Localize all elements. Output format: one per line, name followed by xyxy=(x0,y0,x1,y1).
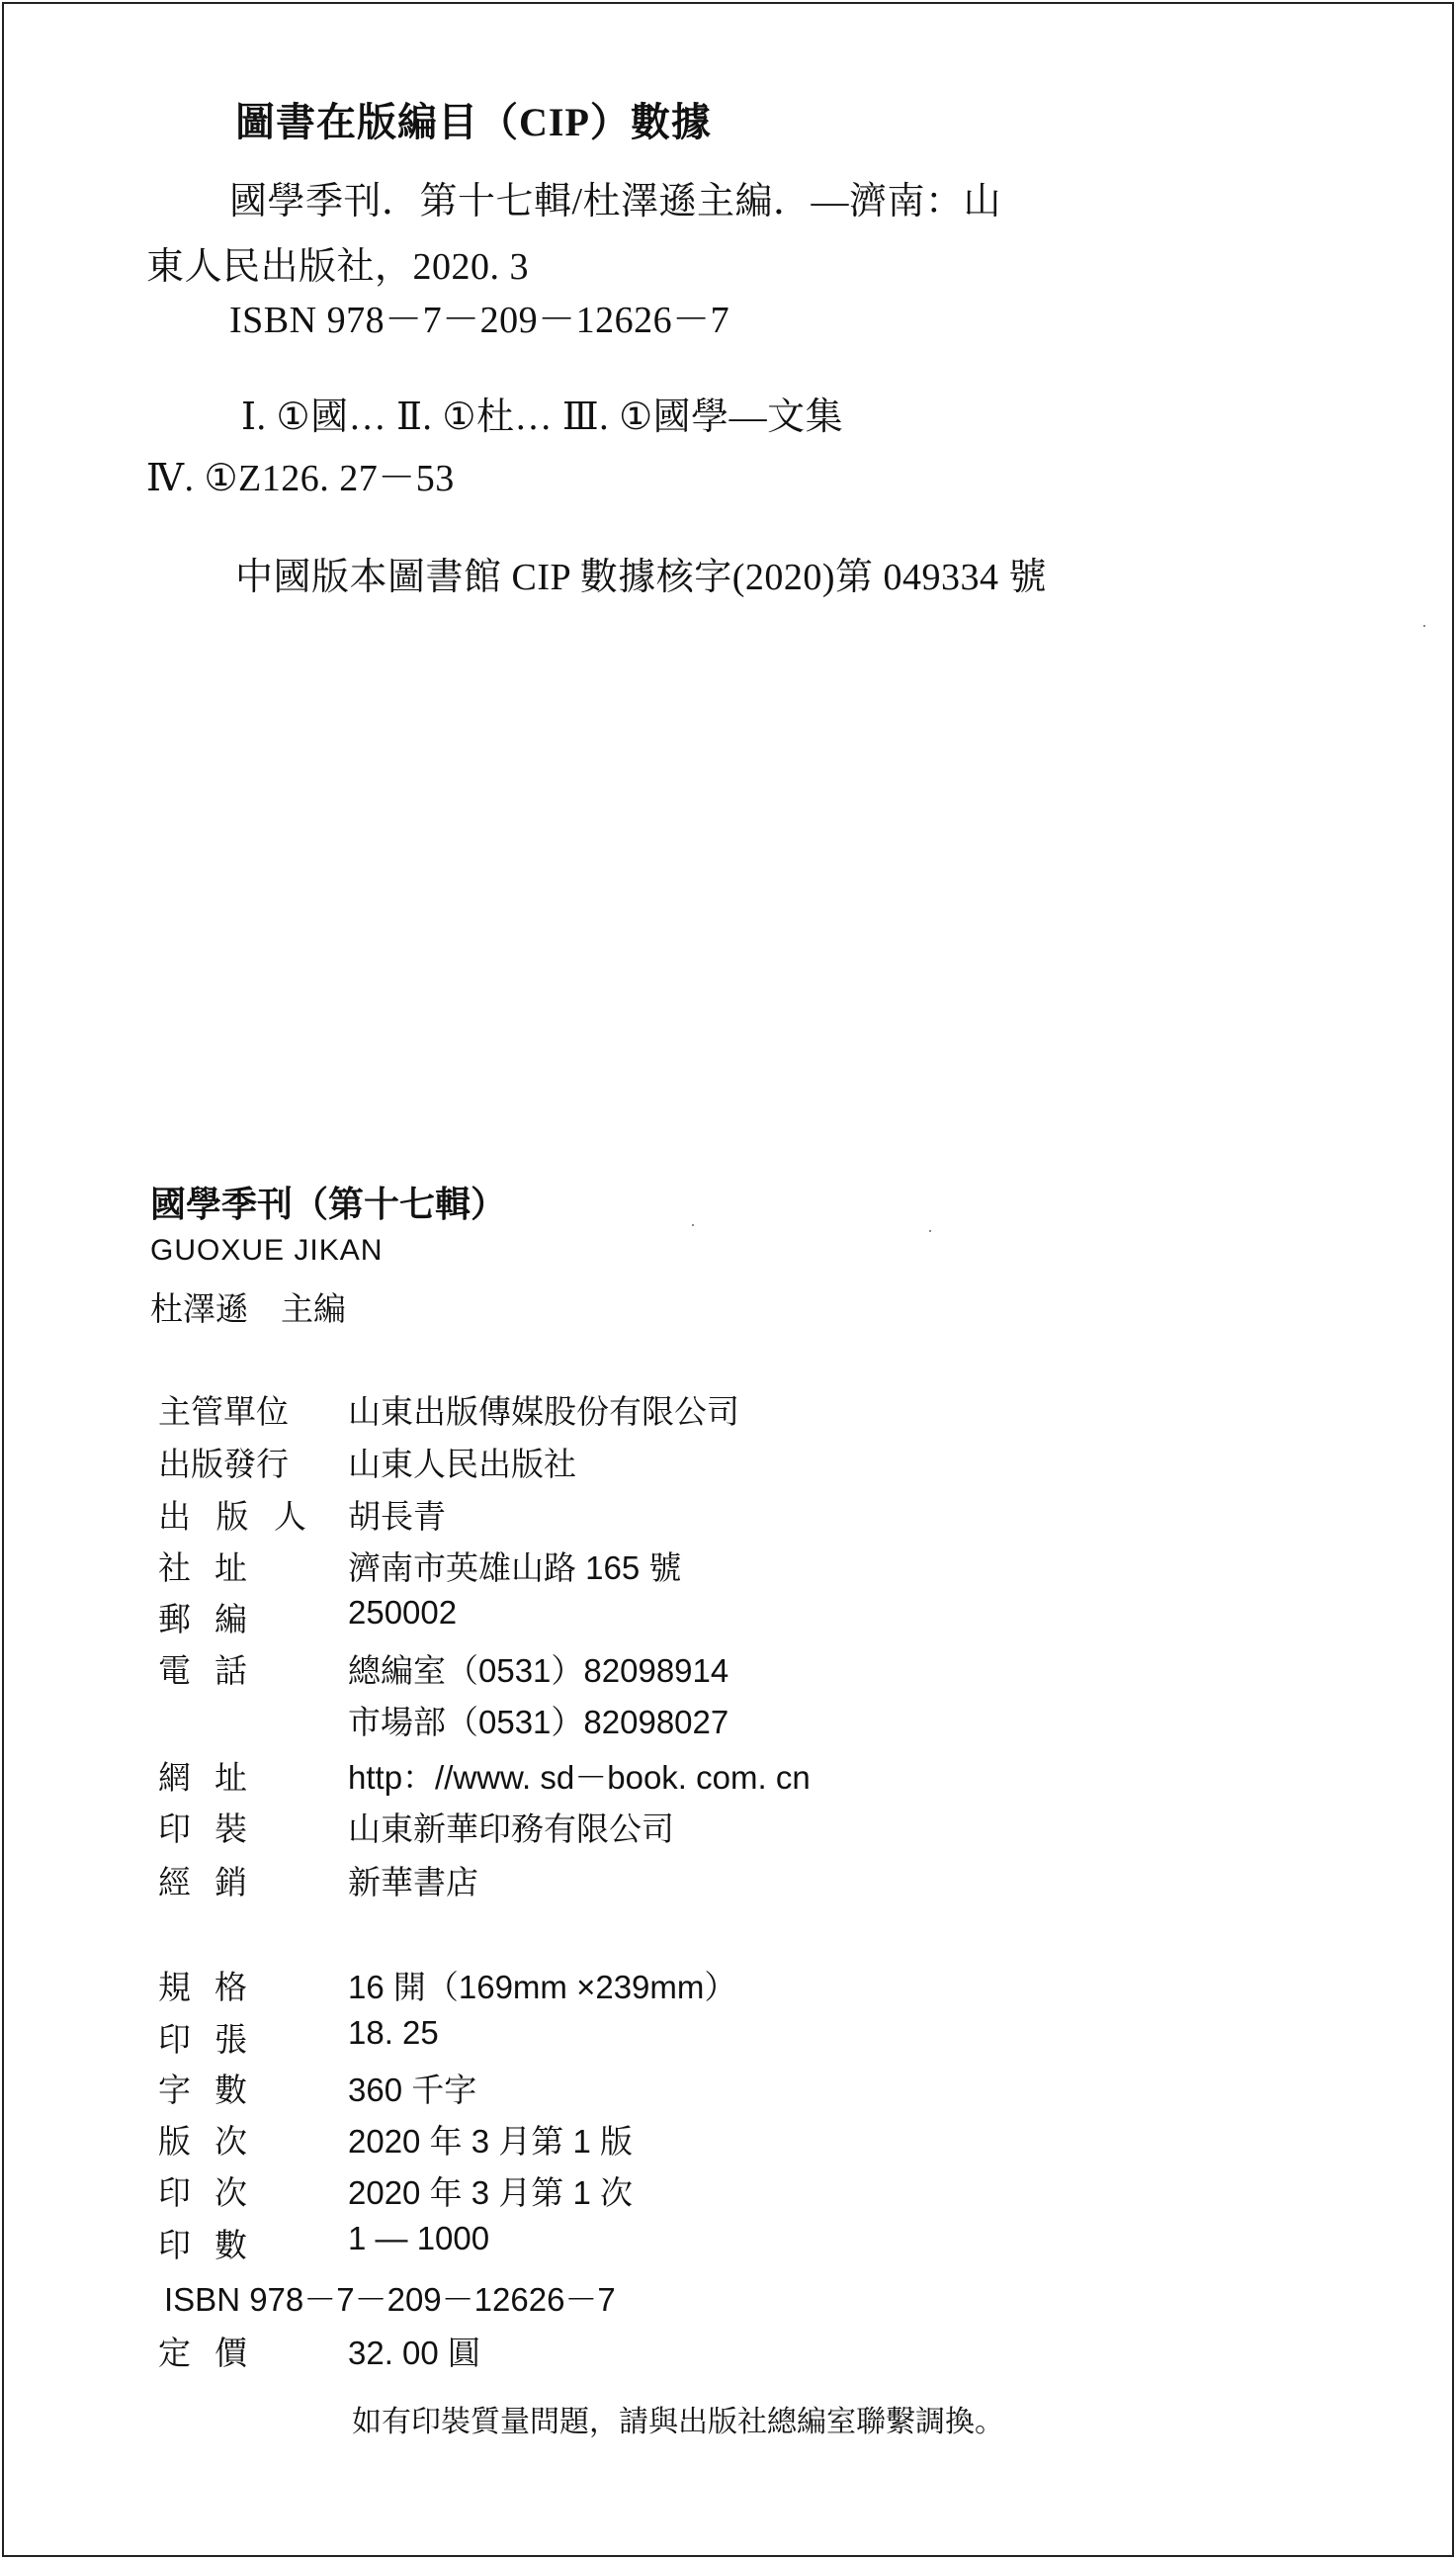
publication-info-value: 山東新華印務有限公司 xyxy=(348,1810,674,1847)
publication-info-label: 印 裝 xyxy=(158,1810,247,1847)
spec-label: 印 次 xyxy=(158,2174,247,2211)
publication-info-value: 山東人民出版社 xyxy=(348,1446,576,1482)
cip-record-line-1: 國學季刊．第十七輯/杜澤遜主編．—濟南：山 xyxy=(229,181,1002,222)
publication-info-value: 胡長青 xyxy=(348,1498,446,1535)
publication-info-value: http：//www. sd－book. com. cn xyxy=(348,1759,811,1796)
book-editor: 杜澤遜 主編 xyxy=(150,1290,346,1327)
quality-notice: 如有印裝質量問題，請與出版社總編室聯繫調換。 xyxy=(352,2406,1004,2438)
publication-info-value: 250002 xyxy=(348,1594,458,1631)
spec-value: 360 千字 xyxy=(348,2072,477,2108)
cip-approval-number: 中國版本圖書館 CIP 數據核字(2020)第 049334 號 xyxy=(235,557,1048,598)
publication-info-label: 郵 編 xyxy=(158,1601,247,1637)
scan-speck xyxy=(692,1224,694,1226)
publication-info-label: 電 話 xyxy=(158,1652,247,1689)
scan-speck xyxy=(1423,625,1425,627)
cip-isbn-line: ISBN 978－7－209－12626－7 xyxy=(229,300,730,341)
publication-info-label: 經 銷 xyxy=(158,1864,247,1900)
publication-info-value: 市場部（0531）82098027 xyxy=(348,1704,729,1740)
spec-label: 印 張 xyxy=(158,2021,247,2058)
isbn-row: ISBN 978－7－209－12626－7 xyxy=(164,2281,616,2318)
scan-speck xyxy=(929,1230,931,1232)
spec-value: 2020 年 3 月第 1 次 xyxy=(348,2174,633,2211)
cip-record-line-2: 東人民出版社，2020. 3 xyxy=(146,246,530,288)
spec-value: 18. 25 xyxy=(348,2014,439,2051)
publication-info-value: 山東出版傳媒股份有限公司 xyxy=(348,1393,739,1430)
publication-info-label: 網 址 xyxy=(158,1759,247,1796)
spec-label: 版 次 xyxy=(158,2123,247,2160)
publication-info-label: 出 版 人 xyxy=(158,1498,306,1535)
cip-subject-line: Ⅰ. ①國… Ⅱ. ①杜… Ⅲ. ①國學—文集 xyxy=(241,397,844,438)
publication-info-label: 社 址 xyxy=(158,1549,247,1586)
spec-label: 印 數 xyxy=(158,2227,247,2263)
spec-value: 2020 年 3 月第 1 版 xyxy=(348,2123,633,2160)
publication-info-label: 出版發行 xyxy=(158,1446,289,1482)
book-pinyin-title: GUOXUE JIKAN xyxy=(150,1234,384,1267)
cip-heading: 圖書在版編目（CIP）數據 xyxy=(235,100,712,144)
spec-label: 規 格 xyxy=(158,1969,247,2005)
cip-classification-line: Ⅳ. ①Z126. 27－53 xyxy=(146,458,455,499)
spec-value: 1 — 1000 xyxy=(348,2220,490,2256)
spec-label: 字 數 xyxy=(158,2072,247,2108)
price-label: 定 價 xyxy=(158,2335,247,2371)
publication-info-value: 總編室（0531）82098914 xyxy=(348,1652,729,1689)
publication-info-value: 新華書店 xyxy=(348,1864,478,1900)
spec-value: 16 開（169mm ×239mm） xyxy=(348,1969,737,2005)
publication-info-value: 濟南市英雄山路 165 號 xyxy=(348,1549,682,1586)
price-value: 32. 00 圓 xyxy=(348,2335,480,2371)
publication-info-label: 主管單位 xyxy=(158,1393,289,1430)
book-title: 國學季刊（第十七輯） xyxy=(150,1184,507,1224)
